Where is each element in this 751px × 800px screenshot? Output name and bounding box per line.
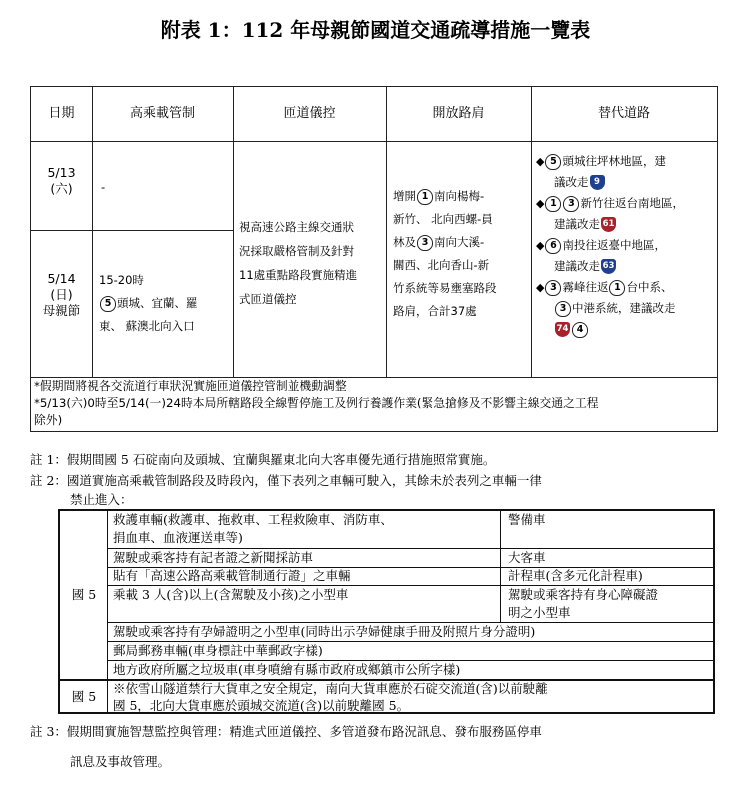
vehicle-permit: 貼有「高速公路高乘載管制通行證」之車輛 bbox=[113, 568, 351, 583]
header-ramp-metering: 匝道儀控 bbox=[283, 106, 336, 121]
traffic-measures-table bbox=[30, 86, 718, 432]
expressway-63-icon: 63 bbox=[601, 259, 616, 274]
freeway-5-label-2: 國 5 bbox=[71, 689, 97, 704]
truck-restriction-line1: ※依雪山隧道禁行大貨車之安全規定，南向大貨車應於石碇交流道(含)以前駛離 bbox=[113, 681, 548, 696]
vehicle-bus: 大客車 bbox=[508, 550, 546, 565]
note-3: 註 3：假期間實施智慧監控與管理：精進式匝道儀控、多管道發布路況訊息、發布服務區停車 bbox=[30, 724, 542, 739]
table-footnote: *假期間將視各交流道行車狀況實施匝道儀控管制並機動調整 *5/13(六)0時至5/14(一)24時本局所轄路段全線暫停施工及例行養護作業(緊急搶修及不影響主線交通之工程 除外) bbox=[34, 379, 599, 427]
ramp-metering-text: 視高速公路主線交通狀 況採取嚴格管制及針對 11處重點路段實施精進 式匝道儀控 bbox=[239, 220, 358, 306]
row2-hov: 15-20時 5 頭城、宜蘭、羅 東、 蘇澳北向入口 bbox=[99, 273, 198, 333]
expressway-74-icon: 74 bbox=[555, 322, 570, 337]
vehicle-emergency-line1: 救護車輛(救護車、拖救車、工程救險車、消防車、 bbox=[113, 512, 393, 527]
row1-date: 5/13 (六) bbox=[47, 165, 76, 196]
row1-hov: - bbox=[101, 180, 106, 194]
note-2-continued: 禁止進入： bbox=[70, 492, 133, 507]
vehicle-three-plus: 乘載 3 人(含)以上(含駕駛及小孩)之小型車 bbox=[113, 587, 349, 602]
vehicle-disability-line1: 駕駛或乘客持有身心障礙證 bbox=[508, 587, 659, 602]
vehicle-disability-line2: 明之小型車 bbox=[508, 605, 571, 620]
header-shoulder: 開放路肩 bbox=[432, 106, 485, 121]
diamond-bullet-icon: ◆ bbox=[536, 239, 545, 252]
note-1: 註 1：假期間國 5 石碇南向及頭城、宜蘭與羅東北向大客車優先通行措施照常實施。 bbox=[30, 452, 496, 467]
diamond-bullet-icon: ◆ bbox=[536, 281, 545, 294]
vehicle-pregnant: 駕駛或乘客持有孕婦證明之小型車(同時出示孕婦健康手冊及附照片身分證明) bbox=[113, 624, 536, 639]
note-2: 註 2：國道實施高乘載管制路段及時段內，僅下表列之車輛可駛入，其餘未於表列之車輛一律 bbox=[30, 473, 542, 488]
provincial-highway-9-icon: 9 bbox=[590, 175, 605, 190]
freeway-5-label: 國 5 bbox=[71, 587, 97, 602]
header-date: 日期 bbox=[48, 106, 75, 121]
vehicle-garbage-truck: 地方政府所屬之垃圾車(車身噴繪有縣市政府或鄉鎮市公所字樣) bbox=[113, 662, 461, 677]
freeway-3-icon: 3 bbox=[545, 280, 561, 296]
document-title: 附表 1：112 年母親節國道交通疏導措施一覽表 bbox=[160, 18, 591, 42]
freeway-1-icon: 1 bbox=[609, 280, 625, 296]
header-hov: 高乘載管制 bbox=[129, 106, 195, 121]
note-3-continued: 訊息及事故管理。 bbox=[70, 754, 171, 769]
row2-date: 5/14 (日) 母親節 bbox=[42, 271, 81, 318]
freeway-1-icon: 1 bbox=[417, 189, 433, 205]
freeway-5-icon: 5 bbox=[100, 296, 116, 312]
vehicle-taxi: 計程車(含多元化計程車) bbox=[508, 568, 643, 583]
vehicle-postal: 郵局郵務車輛(車身標註中華郵政字樣) bbox=[113, 643, 323, 658]
freeway-3-icon: 3 bbox=[563, 196, 579, 212]
diamond-bullet-icon: ◆ bbox=[536, 197, 545, 210]
shoulder-text: 增開 1 南向楊梅- 新竹、 北向西螺-員 林及 3 南向大溪- 關西、北向香山-新 竹系統等易壅塞路段 路肩，合計37處 bbox=[393, 189, 497, 318]
header-alternate-route: 替代道路 bbox=[597, 106, 650, 121]
alternate-routes: ◆ 5 頭城往坪林地區，建 議改走 9 ◆ 1 3 新竹往返台南地區， 建議改走 61 ◆ 6 南投往返臺中地區， 建議改走 63 ◆ 3 霧峰往返 1 台中系、 3 中港系統，建議改走 74 4 bbox=[536, 151, 718, 340]
diamond-bullet-icon: ◆ bbox=[536, 155, 545, 168]
freeway-5-icon: 5 bbox=[545, 154, 561, 170]
vehicle-emergency-line2: 捐血車、血液運送車等) bbox=[113, 530, 243, 545]
vehicle-press: 駕駛或乘客持有記者證之新聞採訪車 bbox=[113, 550, 314, 565]
freeway-1-icon: 1 bbox=[545, 196, 561, 212]
freeway-3-icon: 3 bbox=[555, 301, 571, 317]
vehicle-police: 警備車 bbox=[508, 512, 546, 527]
truck-restriction-line2: 國 5，北向大貨車應於頭城交流道(含)以前駛離國 5。 bbox=[113, 698, 410, 713]
expressway-61-icon: 61 bbox=[601, 217, 616, 232]
freeway-3-icon: 3 bbox=[417, 235, 433, 251]
freeway-6-icon: 6 bbox=[545, 238, 561, 254]
freeway-4-icon: 4 bbox=[572, 322, 588, 338]
